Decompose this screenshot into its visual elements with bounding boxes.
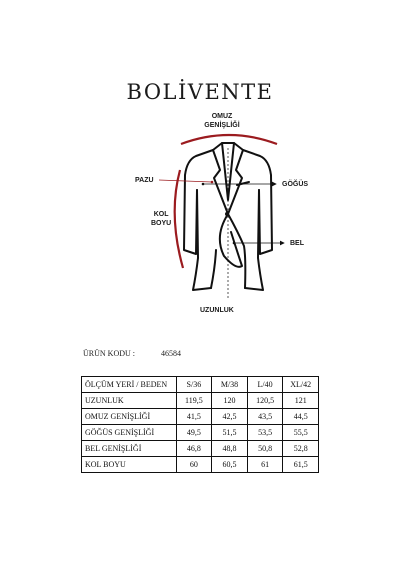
brand-logo: BOLİVENTE [126,80,274,104]
table-cell: 52,8 [283,441,319,457]
table-cell: 48,8 [212,441,248,457]
table-row [82,441,319,457]
table-cell: 51,5 [212,425,248,441]
table-cell: 50,8 [247,441,283,457]
product-code-line [83,349,181,358]
table-cell: UZUNLUK [82,393,177,409]
chest-label: GÖĞÜS [282,181,309,188]
table-cell: 46,8 [176,441,212,457]
table-cell: 42,5 [212,409,248,425]
table-cell: 53,5 [247,425,283,441]
product-code-label: ÜRÜN KODU : [83,349,135,358]
table-cell: BEL GENİŞLİĞİ [82,441,177,457]
table-cell: 61,5 [283,457,319,473]
table-header-cell: XL/42 [283,377,319,393]
table-row [82,393,319,409]
table-cell: 119,5 [176,393,212,409]
table-header-cell: L/40 [247,377,283,393]
waist-label: BEL [290,240,304,247]
table-row [82,409,319,425]
table-row [82,425,319,441]
table-header-cell: ÖLÇÜM YERİ / BEDEN [82,377,177,393]
sleeve-length-label: KOL BOYU [151,211,172,227]
table-cell: 41,5 [176,409,212,425]
table-header-row [82,377,319,393]
table-header-cell: M/38 [212,377,248,393]
table-cell: 120,5 [247,393,283,409]
table-cell: 55,5 [283,425,319,441]
table-cell: 61 [247,457,283,473]
table-cell: 60 [176,457,212,473]
table-cell: 49,5 [176,425,212,441]
sleeve-measure-arc [175,170,183,268]
table-header-cell: S/36 [176,377,212,393]
table-cell: 43,5 [247,409,283,425]
table-cell: 44,5 [283,409,319,425]
table-row [82,457,319,473]
length-label: UZUNLUK [200,307,234,314]
size-chart-table [81,376,319,473]
table-cell: 120 [212,393,248,409]
shoulder-label: OMUZ GENİŞLİĞİ [204,113,240,129]
product-code-value: 46584 [161,349,181,358]
table-cell: 60,5 [212,457,248,473]
table-cell: 121 [283,393,319,409]
table-cell: GÖĞÜS GENİŞLİĞİ [82,425,177,441]
table-cell: OMUZ GENİŞLİĞİ [82,409,177,425]
table-cell: KOL BOYU [82,457,177,473]
bicep-label: PAZU [135,177,154,184]
